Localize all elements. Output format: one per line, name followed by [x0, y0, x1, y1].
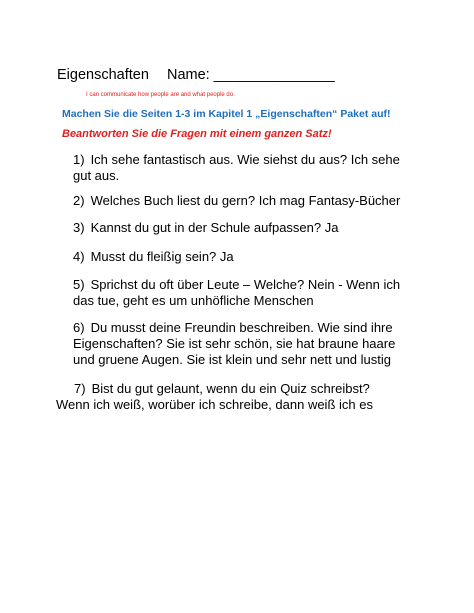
learning-goal: I can communicate how people are and what people do. — [86, 92, 235, 98]
question-text-continued: Eigenschaften? — [73, 336, 163, 351]
answer-text-continued: und gruene Augen. Sie ist klein und sehr nett und lustig — [73, 352, 391, 367]
answer-text-continued: das tue, geht es um unhöfliche Menschen — [73, 293, 314, 308]
answer-text-continued: gut aus. — [73, 168, 120, 183]
answer-text: Ich mag Fantasy-Bücher — [258, 193, 401, 208]
question-text: Musst du fleißig sein? — [90, 249, 217, 264]
question-number: 2) — [73, 193, 85, 208]
question-text: Sprichst du oft über Leute – Welche? — [90, 277, 305, 292]
question-4 — [73, 249, 234, 265]
question-6 — [73, 320, 395, 368]
answer-text: Ja — [219, 249, 234, 264]
answer-text: Ja — [324, 220, 339, 235]
question-7 — [56, 381, 373, 413]
question-number: 4) — [73, 249, 85, 264]
answer-text: Sie ist sehr schön, sie hat braune haare — [166, 336, 396, 351]
question-number: 6) — [73, 320, 85, 335]
question-text: Ich sehe fantastisch aus. Wie siehst du aus? — [90, 152, 348, 167]
question-3 — [73, 220, 338, 236]
question-number: 7) — [74, 381, 86, 396]
question-text: Bist du gut gelaunt, wenn du ein Quiz schreibst? — [91, 381, 370, 396]
question-2 — [73, 193, 400, 209]
answer-instruction: Beantworten Sie die Fragen mit einem ganzen Satz! — [62, 128, 332, 140]
name-field-label: Name: _______________ — [167, 67, 335, 83]
answer-text: Wenn ich weiß, worüber ich schreibe, dann weiß ich es — [56, 397, 373, 412]
question-text: Du musst deine Freundin beschreiben. Wie sind ihre — [90, 320, 393, 335]
answer-text: Nein - Wenn ich — [307, 277, 401, 292]
instruction-line: Machen Sie die Seiten 1-3 im Kapitel 1 „Eigenschaften“ Paket auf! — [62, 108, 391, 120]
question-number: 5) — [73, 277, 85, 292]
question-number: 3) — [73, 220, 85, 235]
question-number: 1) — [73, 152, 85, 167]
question-text: Welches Buch liest du gern? — [90, 193, 256, 208]
question-1 — [73, 152, 400, 184]
answer-text: Ich sehe — [350, 152, 400, 167]
page-title: Eigenschaften — [57, 67, 149, 83]
question-text: Kannst du gut in der Schule aufpassen? — [90, 220, 322, 235]
question-5 — [73, 277, 400, 309]
